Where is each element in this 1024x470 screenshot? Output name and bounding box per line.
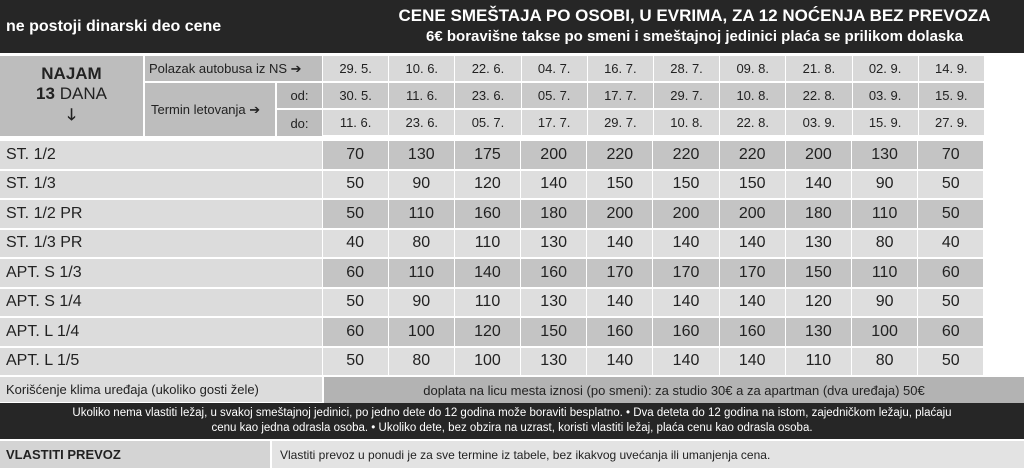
price-cell: 60 <box>322 317 388 347</box>
table-row <box>0 199 983 229</box>
price-cell: 100 <box>852 317 918 347</box>
price-cell: 175 <box>454 140 520 170</box>
price-cell: 100 <box>388 317 454 347</box>
price-cell: 50 <box>322 170 388 200</box>
price-cell: 150 <box>785 258 851 288</box>
table-row <box>0 317 983 347</box>
from-date: 29. 7. <box>653 82 719 109</box>
price-cell: 140 <box>587 229 653 259</box>
departure-date: 09. 8. <box>720 56 786 82</box>
price-cell: 90 <box>852 288 918 318</box>
price-cell: 80 <box>388 229 454 259</box>
departure-date: 10. 6. <box>389 56 455 82</box>
prices-table <box>0 139 983 375</box>
children-note-line1: Ukoliko nema vlastiti ležaj, u svakoj smeštajnoj jedinici, po jedno dete do 12 godina može boraviti besplatno. • Dva deteta do 12 godina na istom, zajedničkom ležaju, plaćaju <box>72 407 952 419</box>
to-row <box>323 109 984 135</box>
price-cell: 120 <box>785 288 851 318</box>
najam-days <box>0 84 143 104</box>
price-cell: 150 <box>719 170 785 200</box>
children-note <box>0 403 1024 439</box>
price-cell: 170 <box>653 258 719 288</box>
price-cell: 140 <box>719 288 785 318</box>
to-date: 27. 9. <box>918 109 984 135</box>
price-cell: 130 <box>785 229 851 259</box>
najam-days-word: DANA <box>59 84 107 103</box>
najam-word: NAJAM <box>41 64 102 83</box>
price-cell: 220 <box>719 140 785 170</box>
price-cell: 90 <box>852 170 918 200</box>
price-cell: 120 <box>454 317 520 347</box>
price-cell: 110 <box>785 347 851 376</box>
price-cell: 110 <box>852 199 918 229</box>
price-cell: 200 <box>653 199 719 229</box>
price-title: CENE SMEŠTAJA PO OSOBI, U EVRIMA, ZA 12 NOĆENJA BEZ PREVOZA <box>398 6 991 25</box>
price-cell: 130 <box>521 288 587 318</box>
price-cell: 60 <box>322 258 388 288</box>
from-date: 05. 7. <box>521 82 587 109</box>
price-cell: 150 <box>521 317 587 347</box>
price-cell: 50 <box>322 347 388 376</box>
price-header <box>365 0 1024 53</box>
price-cell: 110 <box>388 199 454 229</box>
price-cell: 200 <box>785 140 851 170</box>
from-date: 15. 9. <box>918 82 984 109</box>
to-date: 10. 8. <box>653 109 719 135</box>
ac-surcharge: doplata na licu mesta iznosi (po smeni): za studio 30€ a za apartman (dva uređaja) 50€ <box>324 375 1024 404</box>
own-transport-label: VLASTITI PREVOZ <box>0 441 270 468</box>
price-cell: 120 <box>454 170 520 200</box>
room-type: APT. L 1/5 <box>0 347 322 376</box>
room-type: APT. L 1/4 <box>0 317 322 347</box>
price-cell: 200 <box>521 140 587 170</box>
price-cell: 40 <box>918 229 984 259</box>
departure-date: 21. 8. <box>786 56 852 82</box>
price-cell: 200 <box>719 199 785 229</box>
price-cell: 170 <box>587 258 653 288</box>
from-date: 23. 6. <box>455 82 521 109</box>
children-note-line2: cenu kao jedna odrasla osoba. • Ukoliko dete, bez obzira na uzrast, koristi vlastiti ležaj, plaća cenu kao odrasla osoba. <box>211 422 813 434</box>
price-cell: 130 <box>521 347 587 376</box>
price-cell: 50 <box>918 288 984 318</box>
price-cell: 80 <box>388 347 454 376</box>
price-cell: 50 <box>322 288 388 318</box>
price-cell: 140 <box>587 288 653 318</box>
to-date: 17. 7. <box>521 109 587 135</box>
to-label: do: <box>277 110 322 136</box>
price-subtitle: 6€ boravišne takse po smeni i smeštajnoj jedinici plaća se prilikom dolaska <box>426 28 963 45</box>
price-cell: 170 <box>719 258 785 288</box>
room-type: APT. S 1/4 <box>0 288 322 318</box>
price-cell: 80 <box>852 347 918 376</box>
price-cell: 130 <box>785 317 851 347</box>
table-row <box>0 140 983 170</box>
departure-date: 14. 9. <box>918 56 984 82</box>
price-cell: 140 <box>653 347 719 376</box>
price-cell: 70 <box>918 140 984 170</box>
to-date: 05. 7. <box>455 109 521 135</box>
price-cell: 140 <box>653 229 719 259</box>
price-cell: 90 <box>388 170 454 200</box>
price-cell: 150 <box>653 170 719 200</box>
price-cell: 160 <box>454 199 520 229</box>
departure-row <box>323 56 984 82</box>
room-type: APT. S 1/3 <box>0 258 322 288</box>
price-cell: 40 <box>322 229 388 259</box>
departure-date: 28. 7. <box>653 56 719 82</box>
price-cell: 130 <box>521 229 587 259</box>
price-cell: 50 <box>918 347 984 376</box>
room-type: ST. 1/2 PR <box>0 199 322 229</box>
price-cell: 220 <box>587 140 653 170</box>
price-cell: 90 <box>388 288 454 318</box>
price-cell: 180 <box>521 199 587 229</box>
departure-label: Polazak autobusa iz NS ➔ <box>145 56 322 81</box>
to-date: 15. 9. <box>852 109 918 135</box>
dates-table <box>322 56 984 135</box>
price-cell: 50 <box>322 199 388 229</box>
dinar-note: ne postoji dinarski deo cene <box>0 0 365 53</box>
price-cell: 110 <box>388 258 454 288</box>
departure-date: 22. 6. <box>455 56 521 82</box>
price-cell: 180 <box>785 199 851 229</box>
to-date: 03. 9. <box>786 109 852 135</box>
room-type: ST. 1/3 PR <box>0 229 322 259</box>
price-cell: 50 <box>918 199 984 229</box>
price-cell: 150 <box>587 170 653 200</box>
from-date: 11. 6. <box>389 82 455 109</box>
from-date: 03. 9. <box>852 82 918 109</box>
price-cell: 130 <box>388 140 454 170</box>
price-cell: 140 <box>521 170 587 200</box>
departure-date: 29. 5. <box>323 56 389 82</box>
from-date: 30. 5. <box>323 82 389 109</box>
table-row <box>0 288 983 318</box>
price-cell: 70 <box>322 140 388 170</box>
own-transport-text: Vlastiti prevoz u ponudi je za sve termine iz tabele, bez ikakvog uvećanja ili umanjenja cena. <box>272 441 1024 468</box>
departure-date: 16. 7. <box>587 56 653 82</box>
price-cell: 100 <box>454 347 520 376</box>
to-date: 23. 6. <box>389 109 455 135</box>
from-row <box>323 82 984 109</box>
to-date: 22. 8. <box>720 109 786 135</box>
price-cell: 200 <box>587 199 653 229</box>
table-row <box>0 170 983 200</box>
price-cell: 140 <box>587 347 653 376</box>
price-cell: 220 <box>653 140 719 170</box>
najam-label <box>0 56 143 136</box>
table-row <box>0 229 983 259</box>
departure-date: 04. 7. <box>521 56 587 82</box>
price-cell: 140 <box>719 229 785 259</box>
price-cell: 140 <box>719 347 785 376</box>
table-row <box>0 347 983 376</box>
from-date: 10. 8. <box>720 82 786 109</box>
price-cell: 140 <box>785 170 851 200</box>
room-type: ST. 1/2 <box>0 140 322 170</box>
table-row <box>0 258 983 288</box>
departure-date: 02. 9. <box>852 56 918 82</box>
price-cell: 110 <box>454 288 520 318</box>
price-cell: 140 <box>653 288 719 318</box>
price-cell: 80 <box>852 229 918 259</box>
price-cell: 60 <box>918 317 984 347</box>
price-cell: 140 <box>454 258 520 288</box>
from-date: 22. 8. <box>786 82 852 109</box>
price-cell: 60 <box>918 258 984 288</box>
room-type: ST. 1/3 <box>0 170 322 200</box>
to-date: 11. 6. <box>323 109 389 135</box>
price-cell: 50 <box>918 170 984 200</box>
from-date: 17. 7. <box>587 82 653 109</box>
price-cell: 160 <box>587 317 653 347</box>
ac-label: Korišćenje klima uređaja (ukoliko gosti žele) <box>0 375 322 402</box>
arrow-down-icon: 🡓 <box>67 107 76 124</box>
term-label: Termin letovanja ➔ <box>145 83 275 136</box>
price-cell: 160 <box>521 258 587 288</box>
price-cell: 110 <box>852 258 918 288</box>
to-date: 29. 7. <box>587 109 653 135</box>
price-cell: 160 <box>719 317 785 347</box>
najam-number: 13 <box>36 84 55 103</box>
price-cell: 130 <box>852 140 918 170</box>
price-cell: 160 <box>653 317 719 347</box>
from-label: od: <box>277 83 322 108</box>
price-cell: 110 <box>454 229 520 259</box>
